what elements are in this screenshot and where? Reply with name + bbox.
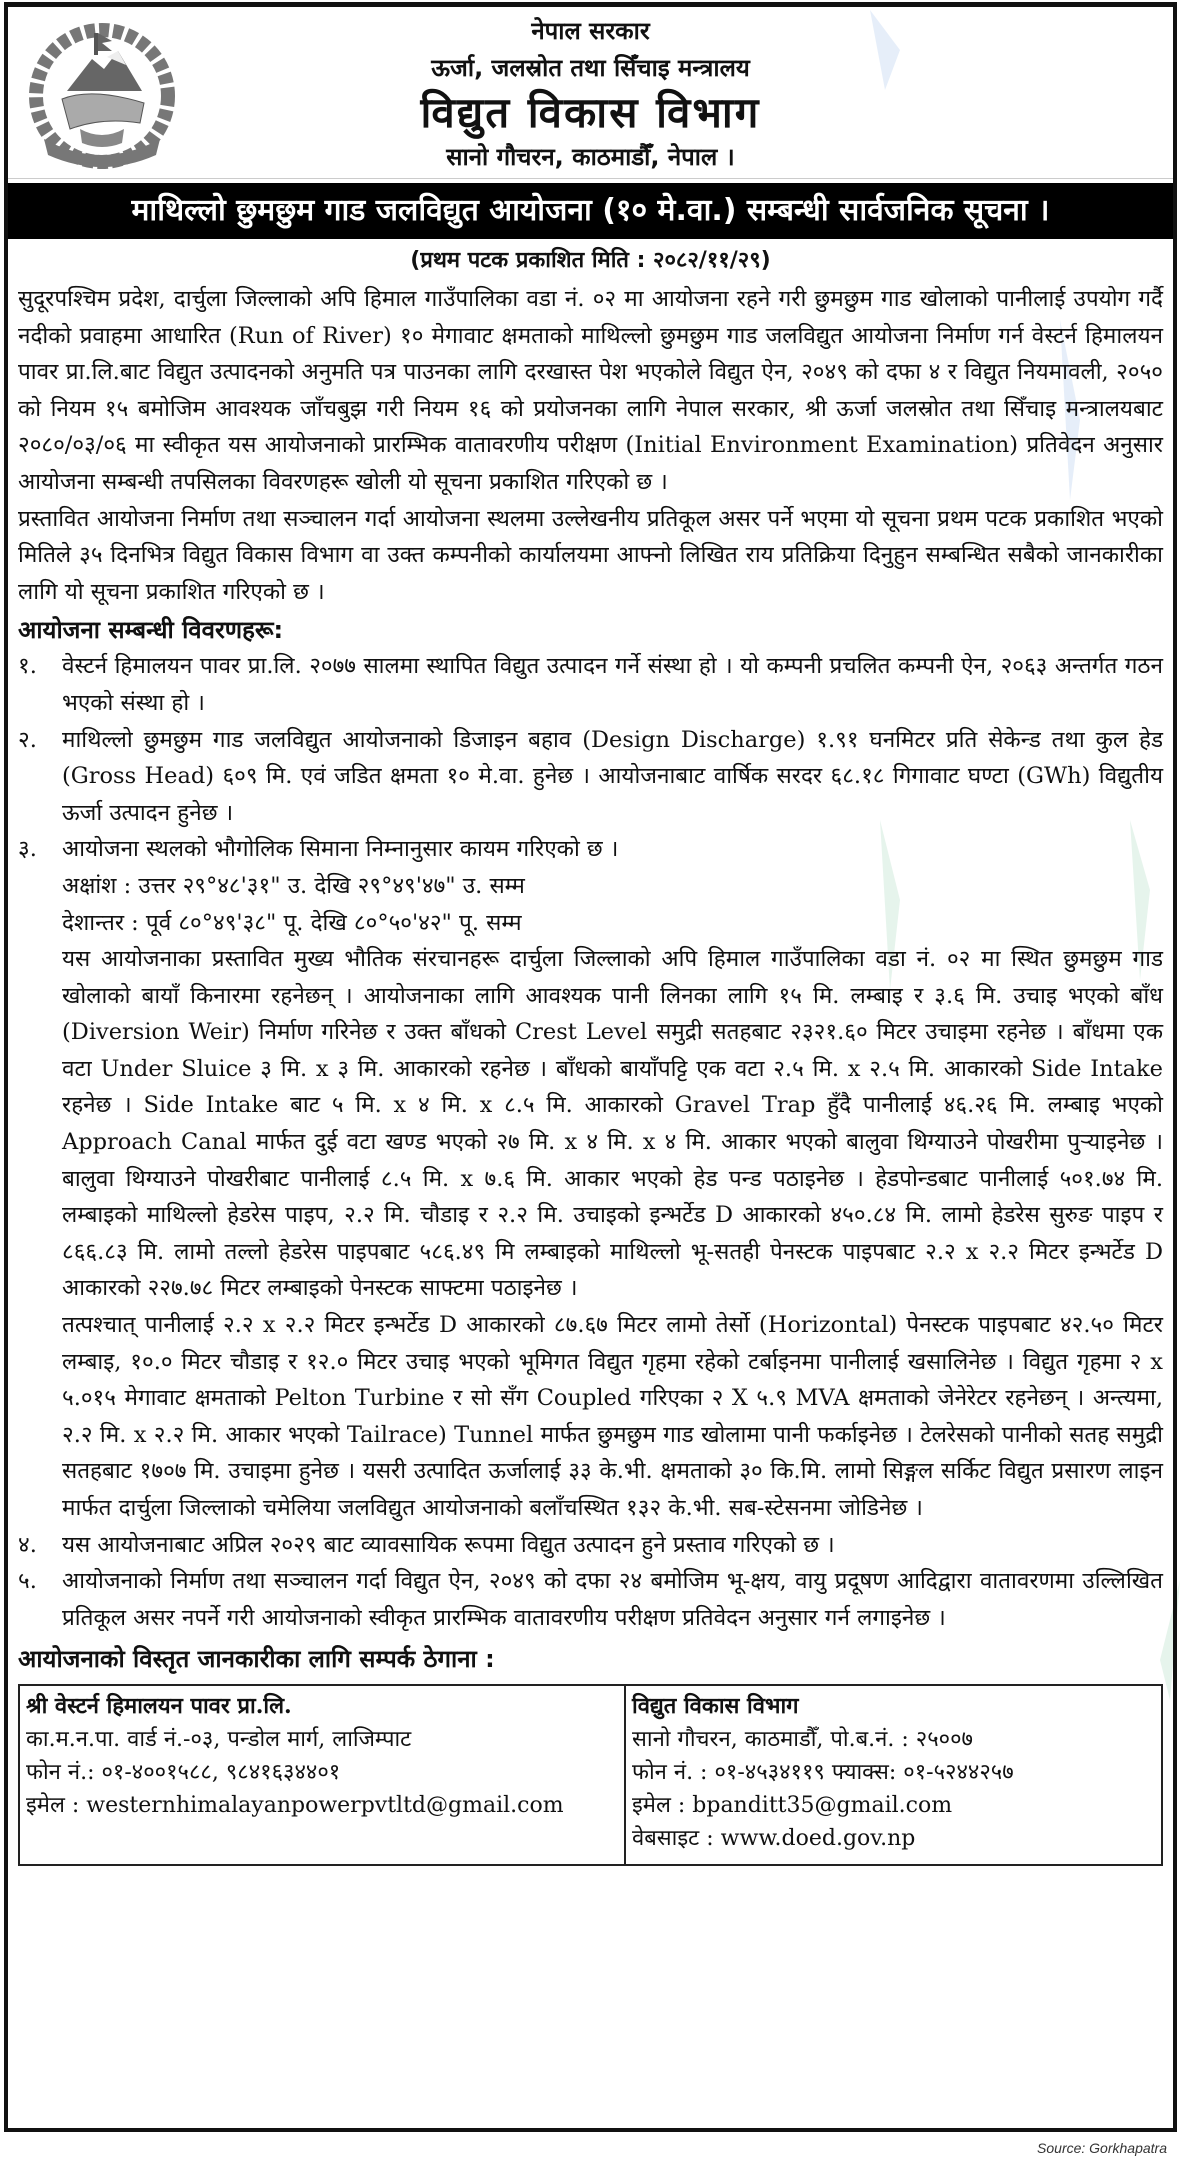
- item-text: आयोजना स्थलको भौगोलिक सिमाना निम्नानुसार कायम गरिएको छ ।: [62, 836, 619, 863]
- item-text: आयोजनाको निर्माण तथा सञ्चालन गर्दा विद्युत ऐन, २०४९ को दफा २४ बमोजिम भू-क्षय, वायु प्रदूषण आदिद्वारा वातावरणमा उल्लिखित प्रतिकूल असर नपर्ने गरी आयोजनाको स्वीकृत प्रारम्भिक वातावरणीय परीक्षण प्रतिवेदन अनुसार गर्न लगाइनेछ ।: [62, 1568, 1163, 1631]
- intro-paragraph-1: सुदूरपश्चिम प्रदेश, दार्चुला जिल्लाको अपि हिमाल गाउँपालिका वडा नं. ०२ मा आयोजना रहने गरी छुमछुम गाड खोलाको पानीलाई उपयोग गर्दै नदीको प्रवाहमा आधारित (Run of River) १० मेगावाट क्षमताको माथिल्लो छुमछुम गाड जलविद्युत आयोजना निर्माण गर्न वेस्टर्न हिमालयन पावर प्रा.लि.बाट विद्युत उत्पादनको अनुमति पत्र पाउनका लागि दरखास्त पेश भएकोले विद्युत ऐन, २०४९ को दफा ४ र विद्युत नियमावली, २०५० को नियम १५ बमोजिम आवश्यक जाँचबुझ गरी नियम १६ को प्रयोजनका लागि नेपाल सरकार, श्री ऊर्जा जलस्रोत तथा सिँचाइ मन्त्रालयबाट २०८०/०३/०६ मा स्वीकृत यस आयोजनाको प्रारम्भिक वातावरणीय परीक्षण (Initial Environment Examination) प्रतिवेदन अनुसार आयोजना सम्बन्धी तपसिलका विवरणहरू खोली यो सूचना प्रकाशित गरिएको छ ।: [18, 286, 1163, 495]
- department-email: इमेल : bpanditt35@gmail.com: [632, 1793, 953, 1819]
- company-name: श्री वेस्टर्न हिमालयन पावर प्रा.लि.: [26, 1693, 292, 1720]
- list-item: [18, 648, 1163, 721]
- company-address: का.म.न.पा. वार्ड नं.-०३, पन्डोल मार्ग, लाजिम्पाट: [26, 1727, 412, 1753]
- department-phone: फोन नं. : ०१-४५३४११९ फ्याक्स: ०१-५२४४२५७: [632, 1760, 1014, 1786]
- list-item: [18, 1527, 1163, 1564]
- contact-table: [18, 1684, 1163, 1866]
- list-item: [18, 831, 1163, 1526]
- department-contact-name: विद्युत विकास विभाग: [632, 1693, 799, 1720]
- powerhouse-description: तत्पश्चात् पानीलाई २.२ x २.२ मिटर इन्भर्टेड D आकारको ८७.६७ मिटर लामो तेर्सो (Horizontal) पेनस्टक पाइपबाट ४२.५० मिटर लम्बाइ, १०.० मिटर चौडाइ र १२.० मिटर उचाइ भएको भूमिगत विद्युत गृहमा रहेको टर्बाइनमा पानीलाई खसालिनेछ । विद्युत गृहमा २ x ५.०१५ मेगावाट क्षमताको Pelton Turbine र सो सँग Coupled गरिएका २ X ५.९ MVA क्षमताको जेनेरेटर रहनेछन् । अन्त्यमा, २.२ मि. x २.२ मि. आकार भएको Tailrace) Tunnel मार्फत छुमछुम गाड खोलामा पानी फर्काइनेछ । टेलरेसको पानीको सतह समुद्री सतहबाट १७०७ मि. उचाइमा हुनेछ । यसरी उत्पादित ऊर्जालाई ३३ के.भी. क्षमताको ३० कि.मि. लामो सिङ्गल सर्किट विद्युत प्रसारण लाइन मार्फत दार्चुला जिल्लाको चमेलिया जलविद्युत आयोजनाको बलाँचस्थित १३२ के.भी. सब-स्टेसनमा जोडिनेछ ।: [62, 1312, 1163, 1521]
- item-number: ४.: [18, 1531, 37, 1558]
- item-text: माथिल्लो छुमछुम गाड जलविद्युत आयोजनाको डिजाइन बहाव (Design Discharge) १.९१ घनमिटर प्रति सेकेन्ड तथा कुल हेड (Gross Head) ६०९ मि. एवं जडित क्षमता १० मे.वा. हुनेछ । आयोजनाबाट वार्षिक सरदर ६८.१८ गिगावाट घण्टा (GWh) विद्युतीय ऊर्जा उत्पादन हुनेछ ।: [62, 726, 1163, 826]
- item-text: यस आयोजनाबाट अप्रिल २०२९ बाट व्यावसायिक रूपमा विद्युत उत्पादन हुने प्रस्ताव गरिएको छ ।: [62, 1531, 835, 1558]
- header: [8, 7, 1173, 179]
- item-number: २.: [18, 726, 37, 753]
- longitude-range: देशान्तर : पूर्व ८०°४९'३८" पू. देखि ८०°५०'४२" पू. सम्म: [62, 909, 522, 936]
- publication-date: (प्रथम पटक प्रकाशित मिति : २०८२/११/२९): [410, 248, 771, 273]
- ministry-name: ऊर्जा, जलस्रोत तथा सिँचाइ मन्त्रालय: [431, 54, 750, 82]
- notice-title-banner: माथिल्लो छुमछुम गाड जलविद्युत आयोजना (१० मे.वा.) सम्बन्धी सार्वजनिक सूचना ।: [8, 183, 1173, 239]
- details-list: [18, 648, 1163, 1636]
- contact-heading: आयोजनाको विस्तृत जानकारीका लागि सम्पर्क ठेगाना :: [18, 1645, 495, 1674]
- source-credit: Source: Gorkhapatra: [1037, 2140, 1167, 2156]
- item-number: ५.: [18, 1568, 37, 1595]
- notice-body: [8, 281, 1173, 1866]
- notice-frame: [4, 2, 1177, 2132]
- item-number: १.: [18, 653, 37, 680]
- government-name: नेपाल सरकार: [531, 17, 650, 45]
- list-item: [18, 1563, 1163, 1636]
- department-contact: [626, 1686, 1161, 1864]
- department-address: सानो गौचरन, काठमाडौँ, नेपाल ।: [446, 143, 735, 171]
- company-email: इमेल : westernhimalayanpowerpvtltd@gmail.com: [26, 1793, 564, 1819]
- department-contact-address: सानो गौचरन, काठमाडौँ, पो.ब.नं. : २५००७: [632, 1727, 973, 1753]
- structures-description: यस आयोजनाका प्रस्तावित मुख्य भौतिक संरचानहरू दार्चुला जिल्लाको अपि हिमाल गाउँपालिका वडा नं. ०२ मा स्थित छुमछुम गाड खोलाको बायाँ किनारमा रहनेछन् । आयोजनाका लागि आवश्यक पानी लिनका लागि १५ मि. लम्बाइ र ३.६ मि. उचाइ भएको बाँध (Diversion Weir) निर्माण गरिनेछ र उक्त बाँधको Crest Level समुद्री सतहबाट २३२१.६० मिटर उचाइमा रहनेछ । बाँधमा एक वटा Under Sluice ३ मि. x ३ मि. आकारको रहनेछ । बाँधको बायाँपट्टि एक वटा २.५ मि. x २.५ मि. आकारको Side Intake रहनेछ । Side Intake बाट ५ मि. x ४ मि. x ८.५ मि. आकारको Gravel Trap हुँदै पानीलाई ४६.२६ मि. लम्बाइ भएको Approach Canal मार्फत दुई वटा खण्ड भएको २७ मि. x ४ मि. x ४ मि. आकार भएको बालुवा थिग्याउने पोखरीमा पुऱ्याइनेछ । बालुवा थिग्याउने पोखरीबाट पानीलाई ८.५ मि. x ७.६ मि. आकार भएको हेड पन्ड पठाइनेछ । हेडपोन्डबाट पानीलाई ५०१.७४ मि. लम्बाइको माथिल्लो हेडरेस पाइप, २.२ मि. चौडाइ र २.२ मि. उचाइको इन्भर्टेड D आकारको ४५०.८४ मि. लामो हेडरेस सुरुङ पाइप र ८६६.८३ मि. लामो तल्लो हेडरेस पाइपबाट ५८६.४९ मि लम्बाइको माथिल्लो भू-सतही पेनस्टक पाइपबाट २.२ x २.२ मिटर इन्भर्टेड D आकारको २२७.७८ मिटर लम्बाइको पेनस्टक साफ्टमा पठाइनेछ ।: [62, 946, 1163, 1302]
- details-heading: आयोजना सम्बन्धी विवरणहरू:: [18, 616, 284, 645]
- department-name: विद्युत विकास विभाग: [420, 88, 761, 137]
- department-website: वेबसाइट : www.doed.gov.np: [632, 1826, 916, 1852]
- item-number: ३.: [18, 836, 37, 863]
- item-text: वेस्टर्न हिमालयन पावर प्रा.लि. २०७७ सालमा स्थापित विद्युत उत्पादन गर्ने संस्था हो । यो कम्पनी प्रचलित कम्पनी ऐन, २०६३ अन्तर्गत गठन भएको संस्था हो ।: [62, 653, 1163, 716]
- company-contact: [20, 1686, 626, 1864]
- intro-paragraph-2: प्रस्तावित आयोजना निर्माण तथा सञ्चालन गर्दा आयोजना स्थलमा उल्लेखनीय प्रतिकूल असर पर्ने भएमा यो सूचना प्रथम पटक प्रकाशित भएको मितिले ३५ दिनभित्र विद्युत विकास विभाग वा उक्त कम्पनीको कार्यालयमा आफ्नो लिखित राय प्रतिक्रिया दिनुहुन सम्बन्धित सबैको जानकारीका लागि यो सूचना प्रकाशित गरिएको छ ।: [18, 505, 1163, 605]
- company-phone: फोन नं.: ०१-४००१५८८, ९८४१६३४४०१: [26, 1760, 341, 1786]
- list-item: [18, 722, 1163, 832]
- latitude-range: अक्षांश : उत्तर २९°४८'३१" उ. देखि २९°४९'४७" उ. सम्म: [62, 872, 525, 899]
